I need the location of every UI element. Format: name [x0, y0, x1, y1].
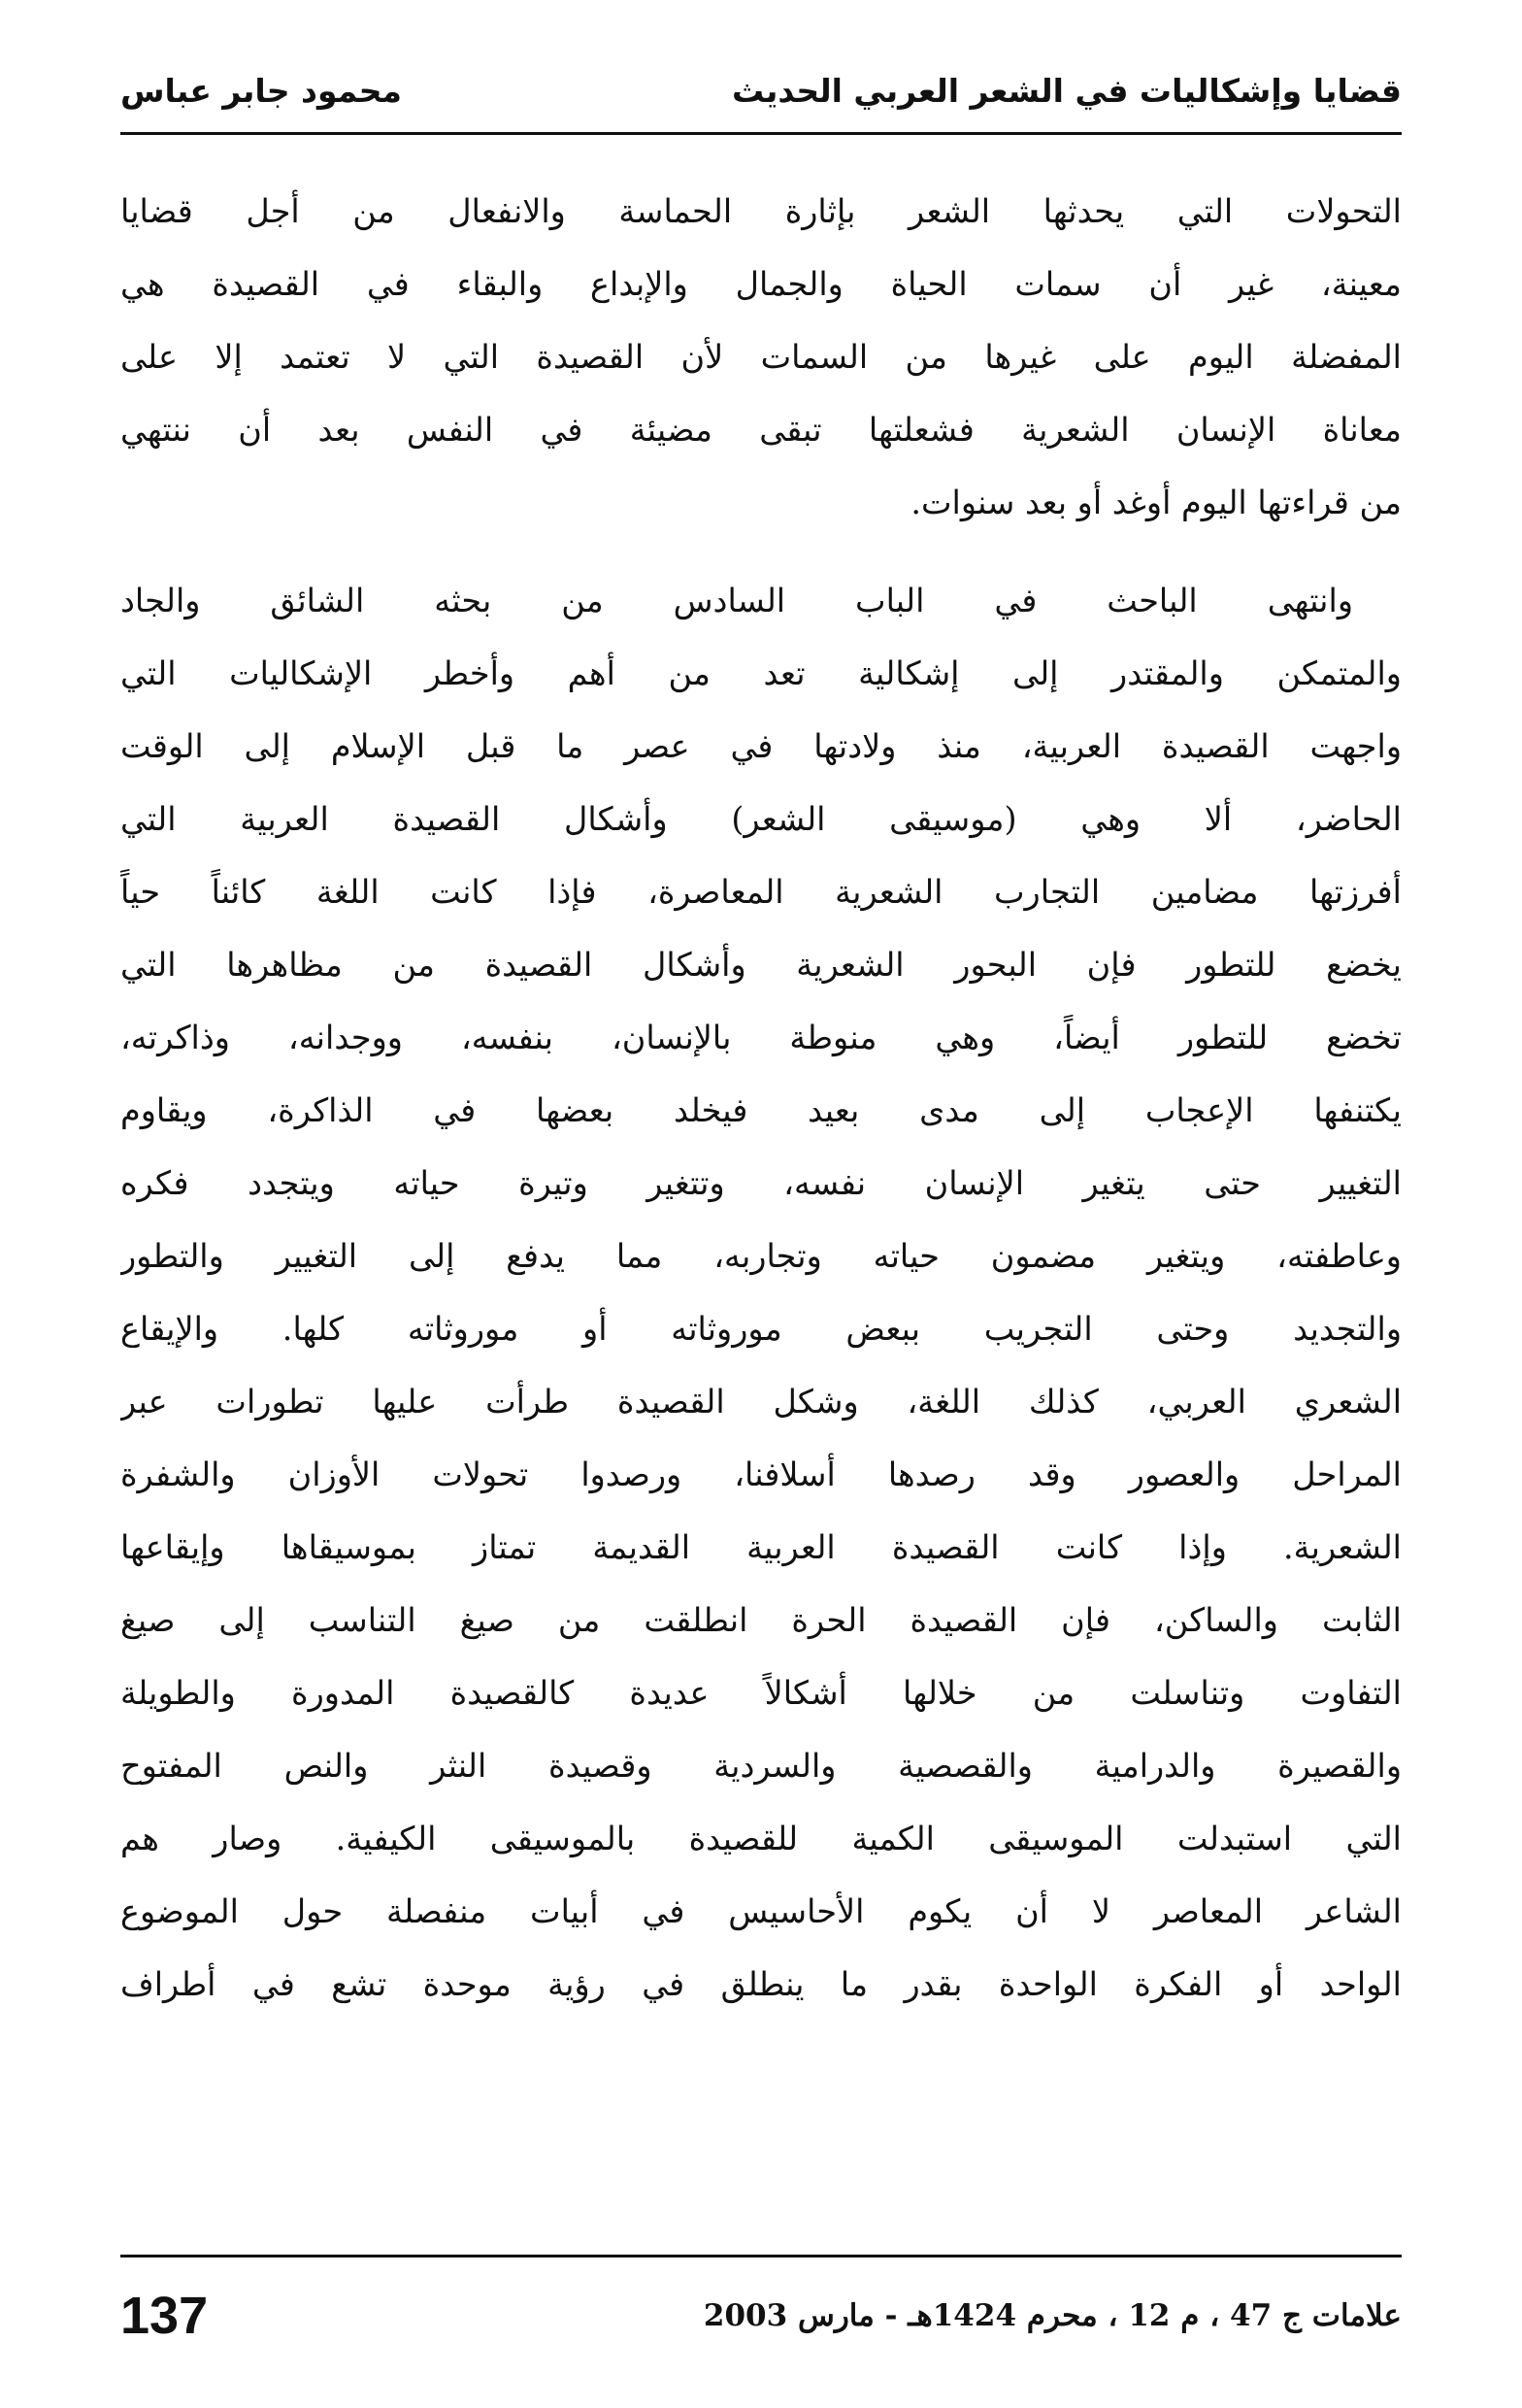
paragraph-2	[120, 564, 1402, 2021]
text-line: معينة، غير أن سمات الحياة والجمال والإبداع والبقاء في القصيدة هي	[120, 265, 1402, 303]
text-line: معاناة الإنسان الشعرية فشعلتها تبقى مضيئة في النفس بعد أن ننتهي	[120, 411, 1402, 449]
text-line: والقصيرة والدرامية والقصصية والسردية وقصيدة النثر والنص المفتوح	[120, 1747, 1402, 1785]
paragraph-1	[120, 175, 1402, 539]
text-line: يخضع للتطور فإن البحور الشعرية وأشكال القصيدة من مظاهرها التي	[120, 946, 1402, 984]
page-number: 137	[120, 2287, 209, 2345]
footer-rule	[120, 2255, 1402, 2258]
text-line: التحولات التي يحدثها الشعر بإثارة الحماسة والانفعال من أجل قضايا	[120, 192, 1402, 230]
text-line: والمتمكن والمقتدر إلى إشكالية تعد من أهم وأخطر الإشكاليات التي	[120, 654, 1402, 692]
text-line: المفضلة اليوم على غيرها من السمات لأن القصيدة التي لا تعتمد إلا على	[120, 338, 1402, 376]
text-line: التفاوت وتناسلت من خلالها أشكالاً عديدة كالقصيدة المدورة والطويلة	[120, 1674, 1402, 1712]
text-line: الواحد أو الفكرة الواحدة بقدر ما ينطلق في رؤية موحدة تشع في أطراف	[120, 1965, 1402, 2003]
text-line: واجهت القصيدة العربية، منذ ولادتها في عصر ما قبل الإسلام إلى الوقت	[120, 727, 1402, 765]
running-title: قضايا وإشكاليات في الشعر العربي الحديث	[732, 71, 1402, 110]
page-footer	[120, 2282, 1402, 2350]
text-line: والتجديد وحتى التجريب ببعض موروثاته أو موروثاته كلها. والإيقاع	[120, 1310, 1402, 1348]
text-line: الثابت والساكن، فإن القصيدة الحرة انطلقت من صيغ التناسب إلى صيغ	[120, 1601, 1402, 1639]
body-text	[120, 175, 1402, 2021]
running-author: محمود جابر عباس	[120, 71, 402, 110]
text-line: الشعري العربي، كذلك اللغة، وشكل القصيدة طرأت عليها تطورات عبر	[120, 1383, 1402, 1421]
text-line: المراحل والعصور وقد رصدها أسلافنا، ورصدوا تحولات الأوزان والشفرة	[120, 1455, 1402, 1493]
header-rule	[120, 132, 1402, 135]
text-line: تخضع للتطور أيضاً، وهي منوطة بالإنسان، بنفسه، ووجدانه، وذاكرته،	[120, 1019, 1402, 1056]
text-line: الشاعر المعاصر لا أن يكوم الأحاسيس في أبيات منفصلة حول الموضوع	[120, 1892, 1402, 1930]
text-line: التي استبدلت الموسيقى الكمية للقصيدة بالموسيقى الكيفية. وصار هم	[120, 1820, 1402, 1857]
text-line: وعاطفته، ويتغير مضمون حياته وتجاربه، مما يدفع إلى التغيير والتطور	[120, 1237, 1402, 1275]
text-line: الشعرية. وإذا كانت القصيدة العربية القديمة تمتاز بموسيقاها وإيقاعها	[120, 1528, 1402, 1566]
text-line: التغيير حتى يتغير الإنسان نفسه، وتتغير وتيرة حياته ويتجدد فكره	[120, 1164, 1402, 1202]
journal-info: علامات ج 47 ، م 12 ، محرم 1424هـ - مارس 2003	[703, 2298, 1402, 2333]
text-line: وانتهى الباحث في الباب السادس من بحثه الشائق والجاد	[120, 582, 1353, 619]
text-line: من قراءتها اليوم أوغد أو بعد سنوات.	[910, 484, 1402, 521]
text-line: أفرزتها مضامين التجارب الشعرية المعاصرة، فإذا كانت اللغة كائناً حياً	[120, 873, 1402, 911]
text-line: الحاضر، ألا وهي (موسيقى الشعر) وأشكال القصيدة العربية التي	[120, 800, 1402, 838]
text-line: يكتنفها الإعجاب إلى مدى بعيد فيخلد بعضها في الذاكرة، ويقاوم	[120, 1091, 1402, 1129]
running-header	[120, 62, 1402, 118]
